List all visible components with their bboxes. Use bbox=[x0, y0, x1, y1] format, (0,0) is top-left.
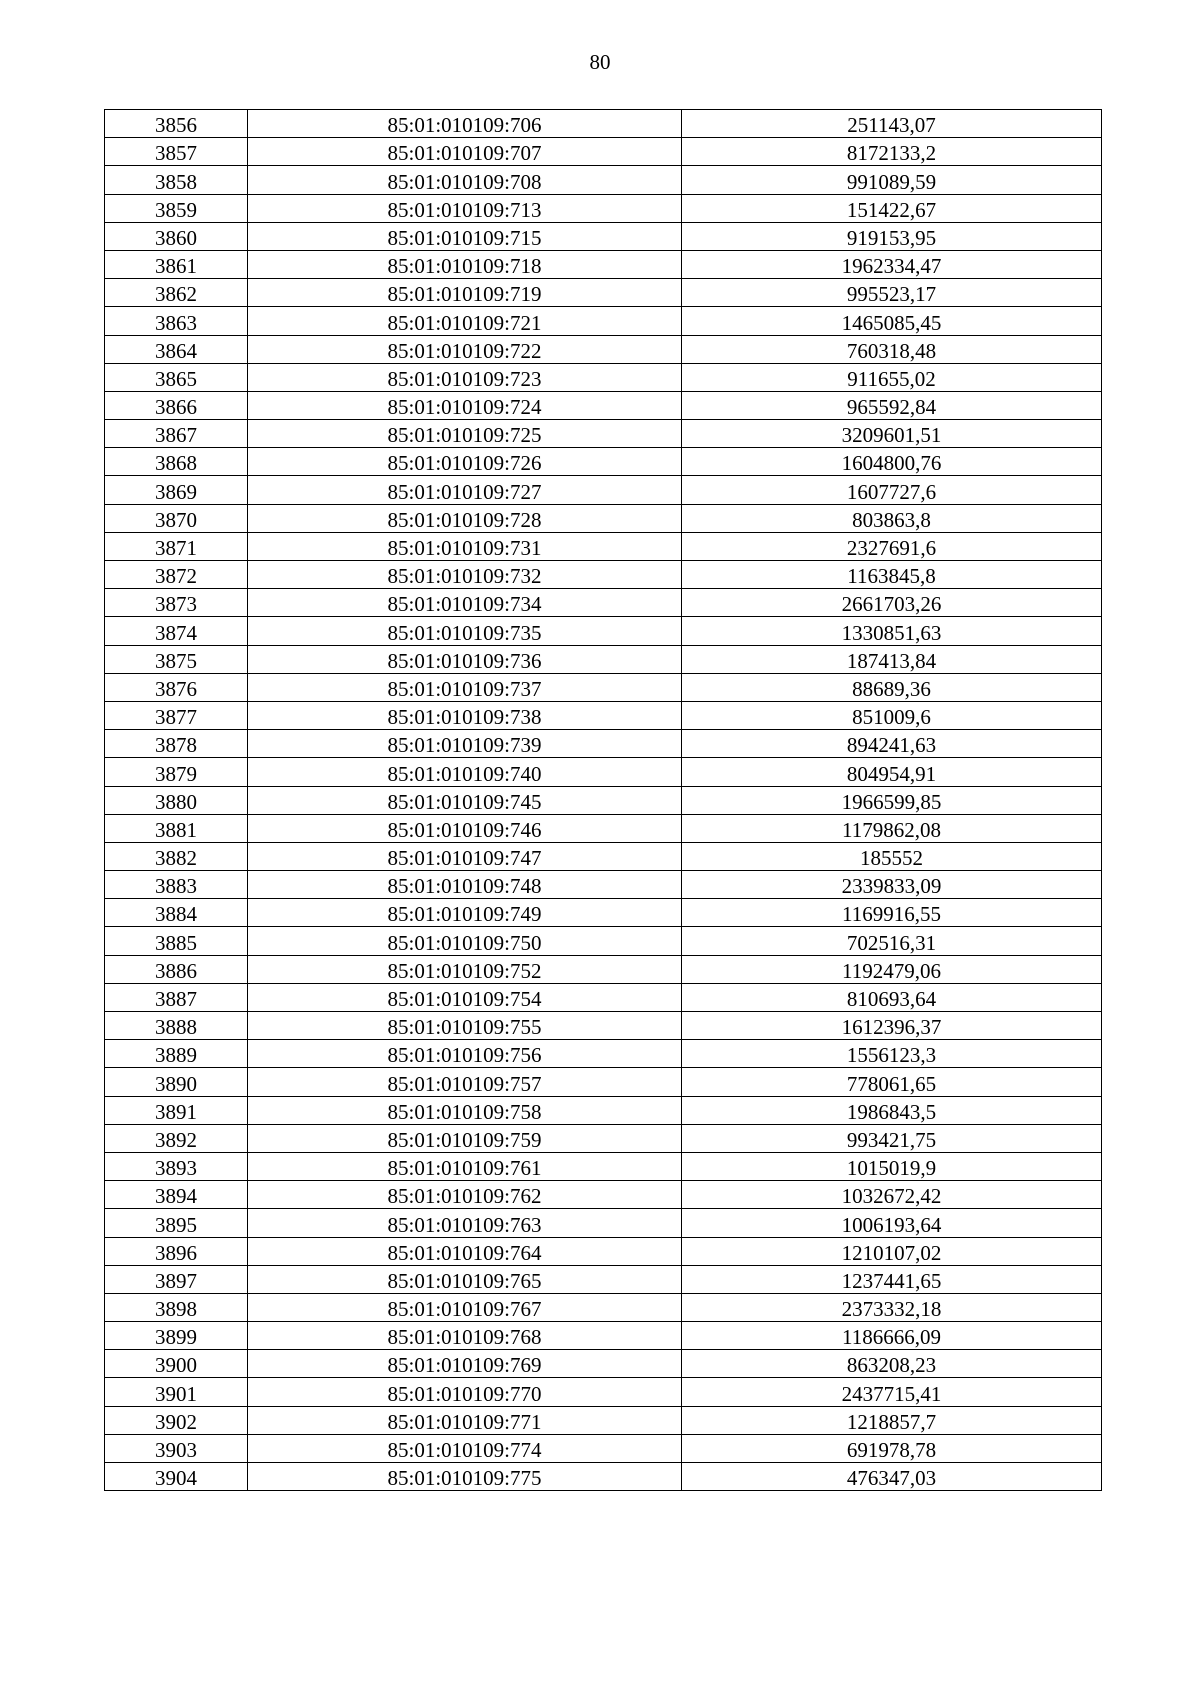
cadastral-value-cell: 1465085,45 bbox=[682, 307, 1102, 335]
row-number-cell: 3870 bbox=[105, 504, 248, 532]
table-row bbox=[105, 1265, 1102, 1293]
table-row bbox=[105, 1124, 1102, 1152]
row-number-cell: 3893 bbox=[105, 1152, 248, 1180]
cadastral-number-cell: 85:01:010109:728 bbox=[248, 504, 682, 532]
table-row bbox=[105, 786, 1102, 814]
row-number-cell: 3866 bbox=[105, 391, 248, 419]
table-row bbox=[105, 1209, 1102, 1237]
cadastral-number-cell: 85:01:010109:731 bbox=[248, 532, 682, 560]
cadastral-value-cell: 1604800,76 bbox=[682, 448, 1102, 476]
cadastral-value-cell: 919153,95 bbox=[682, 222, 1102, 250]
row-number-cell: 3902 bbox=[105, 1406, 248, 1434]
row-number-cell: 3879 bbox=[105, 758, 248, 786]
cadastral-number-cell: 85:01:010109:723 bbox=[248, 363, 682, 391]
cadastral-value-cell: 810693,64 bbox=[682, 983, 1102, 1011]
cadastral-value-cell: 1218857,7 bbox=[682, 1406, 1102, 1434]
cadastral-value-cell: 1179862,08 bbox=[682, 814, 1102, 842]
row-number-cell: 3895 bbox=[105, 1209, 248, 1237]
cadastral-number-cell: 85:01:010109:737 bbox=[248, 673, 682, 701]
row-number-cell: 3872 bbox=[105, 561, 248, 589]
cadastral-number-cell: 85:01:010109:750 bbox=[248, 927, 682, 955]
cadastral-value-cell: 702516,31 bbox=[682, 927, 1102, 955]
cadastral-value-cell: 151422,67 bbox=[682, 194, 1102, 222]
cadastral-value-cell: 187413,84 bbox=[682, 645, 1102, 673]
table-row bbox=[105, 420, 1102, 448]
cadastral-value-cell: 1986843,5 bbox=[682, 1096, 1102, 1124]
cadastral-number-cell: 85:01:010109:708 bbox=[248, 166, 682, 194]
row-number-cell: 3898 bbox=[105, 1293, 248, 1321]
table-row bbox=[105, 194, 1102, 222]
table-row bbox=[105, 1096, 1102, 1124]
cadastral-value-cell: 1006193,64 bbox=[682, 1209, 1102, 1237]
table-row bbox=[105, 645, 1102, 673]
table-row bbox=[105, 448, 1102, 476]
table-row bbox=[105, 617, 1102, 645]
cadastral-value-cell: 1163845,8 bbox=[682, 561, 1102, 589]
cadastral-number-cell: 85:01:010109:736 bbox=[248, 645, 682, 673]
table-row bbox=[105, 814, 1102, 842]
cadastral-number-cell: 85:01:010109:757 bbox=[248, 1068, 682, 1096]
cadastral-number-cell: 85:01:010109:725 bbox=[248, 420, 682, 448]
row-number-cell: 3878 bbox=[105, 730, 248, 758]
cadastral-value-cell: 2437715,41 bbox=[682, 1378, 1102, 1406]
table-row bbox=[105, 1152, 1102, 1180]
table-row bbox=[105, 110, 1102, 138]
cadastral-value-cell: 851009,6 bbox=[682, 701, 1102, 729]
table-row bbox=[105, 1322, 1102, 1350]
row-number-cell: 3900 bbox=[105, 1350, 248, 1378]
table-row bbox=[105, 166, 1102, 194]
cadastral-value-table bbox=[104, 109, 1102, 1491]
cadastral-value-cell: 88689,36 bbox=[682, 673, 1102, 701]
table-row bbox=[105, 335, 1102, 363]
table-row bbox=[105, 138, 1102, 166]
row-number-cell: 3882 bbox=[105, 842, 248, 870]
cadastral-value-cell: 1607727,6 bbox=[682, 476, 1102, 504]
cadastral-value-cell: 8172133,2 bbox=[682, 138, 1102, 166]
table-row bbox=[105, 307, 1102, 335]
cadastral-number-cell: 85:01:010109:707 bbox=[248, 138, 682, 166]
row-number-cell: 3859 bbox=[105, 194, 248, 222]
cadastral-value-cell: 251143,07 bbox=[682, 110, 1102, 138]
table-row bbox=[105, 1012, 1102, 1040]
cadastral-value-cell: 965592,84 bbox=[682, 391, 1102, 419]
cadastral-value-cell: 2373332,18 bbox=[682, 1293, 1102, 1321]
table-row bbox=[105, 589, 1102, 617]
cadastral-value-cell: 804954,91 bbox=[682, 758, 1102, 786]
cadastral-number-cell: 85:01:010109:764 bbox=[248, 1237, 682, 1265]
table-row bbox=[105, 1350, 1102, 1378]
cadastral-number-cell: 85:01:010109:769 bbox=[248, 1350, 682, 1378]
row-number-cell: 3874 bbox=[105, 617, 248, 645]
cadastral-number-cell: 85:01:010109:770 bbox=[248, 1378, 682, 1406]
row-number-cell: 3904 bbox=[105, 1463, 248, 1491]
table-row bbox=[105, 250, 1102, 278]
cadastral-value-cell: 1032672,42 bbox=[682, 1181, 1102, 1209]
cadastral-number-cell: 85:01:010109:762 bbox=[248, 1181, 682, 1209]
cadastral-number-cell: 85:01:010109:767 bbox=[248, 1293, 682, 1321]
cadastral-value-cell: 1186666,09 bbox=[682, 1322, 1102, 1350]
row-number-cell: 3867 bbox=[105, 420, 248, 448]
cadastral-number-cell: 85:01:010109:748 bbox=[248, 871, 682, 899]
cadastral-number-cell: 85:01:010109:768 bbox=[248, 1322, 682, 1350]
cadastral-value-cell: 1962334,47 bbox=[682, 250, 1102, 278]
table-row bbox=[105, 955, 1102, 983]
cadastral-number-cell: 85:01:010109:734 bbox=[248, 589, 682, 617]
cadastral-number-cell: 85:01:010109:739 bbox=[248, 730, 682, 758]
table-row bbox=[105, 1237, 1102, 1265]
table-row bbox=[105, 504, 1102, 532]
table-row bbox=[105, 1040, 1102, 1068]
table-row bbox=[105, 842, 1102, 870]
cadastral-number-cell: 85:01:010109:745 bbox=[248, 786, 682, 814]
cadastral-value-cell: 993421,75 bbox=[682, 1124, 1102, 1152]
table-row bbox=[105, 532, 1102, 560]
table-row bbox=[105, 1068, 1102, 1096]
page-number: 80 bbox=[589, 50, 611, 74]
cadastral-value-cell: 1556123,3 bbox=[682, 1040, 1102, 1068]
row-number-cell: 3880 bbox=[105, 786, 248, 814]
row-number-cell: 3865 bbox=[105, 363, 248, 391]
table-body bbox=[105, 110, 1102, 1491]
row-number-cell: 3862 bbox=[105, 279, 248, 307]
cadastral-value-cell: 1015019,9 bbox=[682, 1152, 1102, 1180]
table-row bbox=[105, 391, 1102, 419]
cadastral-number-cell: 85:01:010109:774 bbox=[248, 1434, 682, 1462]
cadastral-number-cell: 85:01:010109:732 bbox=[248, 561, 682, 589]
cadastral-value-cell: 1612396,37 bbox=[682, 1012, 1102, 1040]
cadastral-number-cell: 85:01:010109:718 bbox=[248, 250, 682, 278]
row-number-cell: 3885 bbox=[105, 927, 248, 955]
cadastral-number-cell: 85:01:010109:761 bbox=[248, 1152, 682, 1180]
cadastral-number-cell: 85:01:010109:754 bbox=[248, 983, 682, 1011]
cadastral-value-cell: 991089,59 bbox=[682, 166, 1102, 194]
cadastral-value-cell: 2339833,09 bbox=[682, 871, 1102, 899]
row-number-cell: 3899 bbox=[105, 1322, 248, 1350]
cadastral-number-cell: 85:01:010109:726 bbox=[248, 448, 682, 476]
row-number-cell: 3873 bbox=[105, 589, 248, 617]
table-row bbox=[105, 758, 1102, 786]
cadastral-number-cell: 85:01:010109:719 bbox=[248, 279, 682, 307]
cadastral-number-cell: 85:01:010109:756 bbox=[248, 1040, 682, 1068]
cadastral-number-cell: 85:01:010109:758 bbox=[248, 1096, 682, 1124]
cadastral-value-cell: 894241,63 bbox=[682, 730, 1102, 758]
table-row bbox=[105, 730, 1102, 758]
row-number-cell: 3888 bbox=[105, 1012, 248, 1040]
cadastral-number-cell: 85:01:010109:775 bbox=[248, 1463, 682, 1491]
cadastral-value-cell: 1210107,02 bbox=[682, 1237, 1102, 1265]
row-number-cell: 3863 bbox=[105, 307, 248, 335]
row-number-cell: 3894 bbox=[105, 1181, 248, 1209]
cadastral-value-cell: 476347,03 bbox=[682, 1463, 1102, 1491]
table-row bbox=[105, 899, 1102, 927]
cadastral-value-cell: 1966599,85 bbox=[682, 786, 1102, 814]
cadastral-number-cell: 85:01:010109:740 bbox=[248, 758, 682, 786]
cadastral-value-cell: 803863,8 bbox=[682, 504, 1102, 532]
row-number-cell: 3861 bbox=[105, 250, 248, 278]
cadastral-value-cell: 1192479,06 bbox=[682, 955, 1102, 983]
table-row bbox=[105, 1181, 1102, 1209]
row-number-cell: 3890 bbox=[105, 1068, 248, 1096]
cadastral-value-cell: 1330851,63 bbox=[682, 617, 1102, 645]
row-number-cell: 3891 bbox=[105, 1096, 248, 1124]
row-number-cell: 3864 bbox=[105, 335, 248, 363]
cadastral-number-cell: 85:01:010109:763 bbox=[248, 1209, 682, 1237]
cadastral-number-cell: 85:01:010109:755 bbox=[248, 1012, 682, 1040]
row-number-cell: 3875 bbox=[105, 645, 248, 673]
row-number-cell: 3892 bbox=[105, 1124, 248, 1152]
table-row bbox=[105, 476, 1102, 504]
row-number-cell: 3889 bbox=[105, 1040, 248, 1068]
row-number-cell: 3877 bbox=[105, 701, 248, 729]
table-row bbox=[105, 927, 1102, 955]
cadastral-number-cell: 85:01:010109:747 bbox=[248, 842, 682, 870]
cadastral-value-cell: 1169916,55 bbox=[682, 899, 1102, 927]
row-number-cell: 3884 bbox=[105, 899, 248, 927]
table-row bbox=[105, 673, 1102, 701]
table-row bbox=[105, 871, 1102, 899]
cadastral-number-cell: 85:01:010109:727 bbox=[248, 476, 682, 504]
table-row bbox=[105, 983, 1102, 1011]
cadastral-value-cell: 691978,78 bbox=[682, 1434, 1102, 1462]
row-number-cell: 3897 bbox=[105, 1265, 248, 1293]
row-number-cell: 3860 bbox=[105, 222, 248, 250]
table-row bbox=[105, 561, 1102, 589]
row-number-cell: 3876 bbox=[105, 673, 248, 701]
row-number-cell: 3887 bbox=[105, 983, 248, 1011]
row-number-cell: 3858 bbox=[105, 166, 248, 194]
cadastral-number-cell: 85:01:010109:746 bbox=[248, 814, 682, 842]
cadastral-value-cell: 778061,65 bbox=[682, 1068, 1102, 1096]
row-number-cell: 3901 bbox=[105, 1378, 248, 1406]
cadastral-number-cell: 85:01:010109:735 bbox=[248, 617, 682, 645]
table-row bbox=[105, 222, 1102, 250]
table-row bbox=[105, 1293, 1102, 1321]
cadastral-number-cell: 85:01:010109:738 bbox=[248, 701, 682, 729]
table-row bbox=[105, 363, 1102, 391]
cadastral-number-cell: 85:01:010109:724 bbox=[248, 391, 682, 419]
cadastral-number-cell: 85:01:010109:713 bbox=[248, 194, 682, 222]
row-number-cell: 3871 bbox=[105, 532, 248, 560]
row-number-cell: 3896 bbox=[105, 1237, 248, 1265]
table-row bbox=[105, 1406, 1102, 1434]
cadastral-value-cell: 185552 bbox=[682, 842, 1102, 870]
cadastral-value-cell: 1237441,65 bbox=[682, 1265, 1102, 1293]
row-number-cell: 3886 bbox=[105, 955, 248, 983]
table-row bbox=[105, 1434, 1102, 1462]
cadastral-number-cell: 85:01:010109:706 bbox=[248, 110, 682, 138]
table-row bbox=[105, 279, 1102, 307]
row-number-cell: 3903 bbox=[105, 1434, 248, 1462]
cadastral-number-cell: 85:01:010109:749 bbox=[248, 899, 682, 927]
table-row bbox=[105, 1463, 1102, 1491]
cadastral-value-cell: 3209601,51 bbox=[682, 420, 1102, 448]
row-number-cell: 3881 bbox=[105, 814, 248, 842]
cadastral-number-cell: 85:01:010109:721 bbox=[248, 307, 682, 335]
row-number-cell: 3856 bbox=[105, 110, 248, 138]
row-number-cell: 3869 bbox=[105, 476, 248, 504]
cadastral-number-cell: 85:01:010109:722 bbox=[248, 335, 682, 363]
row-number-cell: 3857 bbox=[105, 138, 248, 166]
cadastral-number-cell: 85:01:010109:759 bbox=[248, 1124, 682, 1152]
row-number-cell: 3883 bbox=[105, 871, 248, 899]
cadastral-value-cell: 2661703,26 bbox=[682, 589, 1102, 617]
table-row bbox=[105, 1378, 1102, 1406]
cadastral-number-cell: 85:01:010109:715 bbox=[248, 222, 682, 250]
cadastral-number-cell: 85:01:010109:771 bbox=[248, 1406, 682, 1434]
cadastral-number-cell: 85:01:010109:765 bbox=[248, 1265, 682, 1293]
cadastral-value-cell: 995523,17 bbox=[682, 279, 1102, 307]
row-number-cell: 3868 bbox=[105, 448, 248, 476]
table-row bbox=[105, 701, 1102, 729]
cadastral-value-cell: 2327691,6 bbox=[682, 532, 1102, 560]
cadastral-value-cell: 911655,02 bbox=[682, 363, 1102, 391]
cadastral-value-cell: 863208,23 bbox=[682, 1350, 1102, 1378]
cadastral-number-cell: 85:01:010109:752 bbox=[248, 955, 682, 983]
cadastral-value-cell: 760318,48 bbox=[682, 335, 1102, 363]
